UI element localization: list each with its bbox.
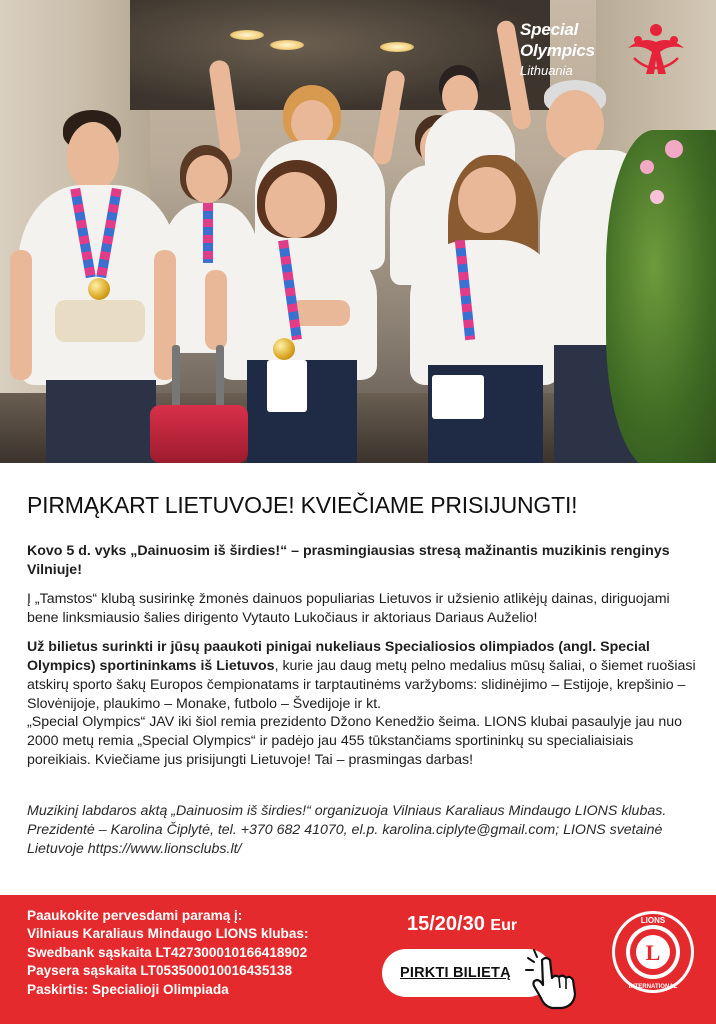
intro-paragraph: Kovo 5 d. vyks „Dainuosim iš širdies!“ – prasmingiausias stresą mažinantis muzikinis renginys Vilniuje! <box>27 543 670 578</box>
background-ceiling <box>130 0 550 110</box>
flower <box>650 190 664 204</box>
ceiling-lamp <box>270 40 304 50</box>
price-currency: Eur <box>490 917 518 934</box>
swedbank-account: Swedbank sąskaita LT427300010166418902 <box>27 944 308 960</box>
suitcase-handle <box>216 345 224 407</box>
lions-letter: L <box>645 940 661 965</box>
logo-word-lithuania: Lithuania <box>520 63 573 78</box>
donation-paragraph <box>27 638 697 714</box>
paysera-account: Paysera sąskaita LT053500010016435138 <box>27 963 293 979</box>
flower-plant <box>606 130 716 463</box>
support-paragraph: „Special Olympics“ JAV iki šiol remia prezidento Džono Kenedžio šeima. LIONS klubai pasaulyje jau nuo 2000 metų remia „Special Olympics“ ir padėjo jau 455 tūkstančiams sportininkų su specialiaisiais poreikiais. Kviečiame jus prisijungti Lietuvoje! Tai – prasmingas darbas! <box>27 714 683 768</box>
price-values: 15/20/30 <box>407 913 485 935</box>
logo-word-special: Special <box>520 20 579 39</box>
lions-word-bottom: INTERNATIONAL <box>628 984 678 990</box>
donate-recipient: Vilniaus Karaliaus Mindaugo LIONS klubas: <box>27 926 309 942</box>
ceiling-lamp <box>380 42 414 52</box>
donation-details <box>27 907 367 999</box>
logo-word-olympics: Olympics <box>520 41 595 60</box>
page-title: PIRMĄKART LIETUVOJE! KVIEČIAME PRISIJUNGTI! <box>27 492 578 518</box>
pointing-hand-icon <box>522 948 594 1010</box>
lions-word-top: LIONS <box>640 916 666 925</box>
hero-photo <box>0 0 716 463</box>
special-olympics-figure-icon <box>624 18 688 78</box>
buy-ticket-label: PIRKTI BILIETĄ <box>400 965 511 981</box>
donation-paragraph-rest: , kurie jau daug metų pelno medalius mūsų šaliai, o šiemet ruošiasi atskirų sporto šakų Europos čempionatams ir tarptautinėms varžyboms: slidinėjimo – Estijoje, krepšinio – Slovėnijoje, plaukimo – Monake, futbolo – Švedijoje ir kt. <box>27 658 696 712</box>
flower <box>665 140 683 158</box>
suitcase <box>150 405 248 463</box>
donate-purpose: Paskirtis: Specialioji Olimpiada <box>27 981 229 997</box>
flower <box>640 160 654 174</box>
donate-title: Paaukokite pervesdami paramą į: <box>27 908 243 923</box>
program-paragraph: Į „Tamstos“ klubą susirinkę žmonės dainuos populiarias Lietuvos ir užsienio atlikėjų dainas, diriguojami bene linksmiausio šalies dirigento Vytauto Lukočiaus ir aktoriaus Dariaus Auželio! <box>27 591 670 626</box>
suitcase-handle <box>172 345 180 407</box>
ticket-price <box>407 913 517 936</box>
donation-paragraph-bold: Už bilietus surinkti ir jūsų paaukoti pinigai nukeliaus Specialiosios olimpiados (angl. Special Olympics) sportininkams iš Lietuvos <box>27 639 650 674</box>
ceiling-lamp <box>230 30 264 40</box>
organizer-paragraph: Muzikinį labdaros aktą „Dainuosim iš širdies!“ organizuoja Vilniaus Karaliaus Mindaugo LIONS klubas. Prezidentė – Karolina Čiplytė, tel. +370 682 41070, el.p. karolina.ciplyte@gmail.com; LIONS svetainė Lietuvoje https://www.lionsclubs.lt/ <box>27 803 667 857</box>
special-olympics-logo <box>520 18 692 82</box>
lions-international-logo-icon <box>610 909 696 995</box>
